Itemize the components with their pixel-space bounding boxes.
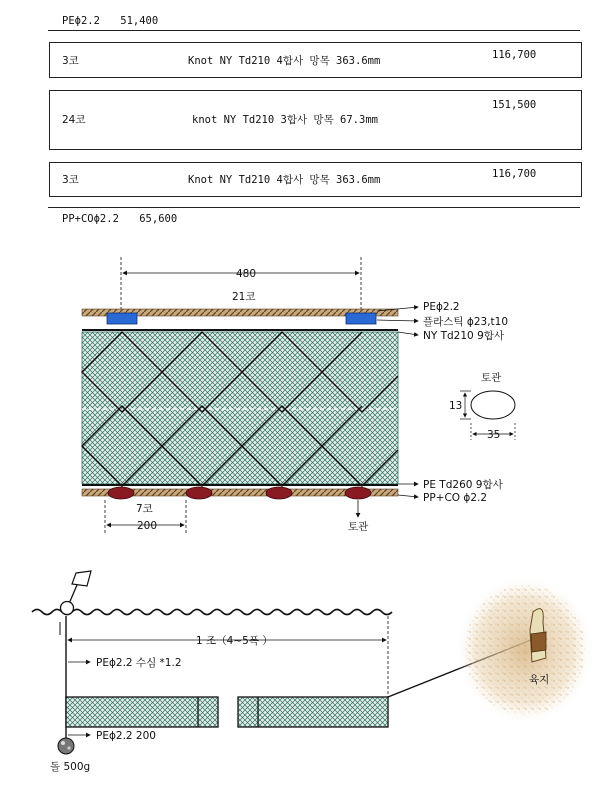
sinker-detail-title: 토관 [481, 372, 502, 384]
flag-buoy-icon [61, 571, 92, 615]
top-value: 51,400 [120, 15, 159, 27]
net-panel [66, 697, 218, 727]
top-count-label: 21코 [232, 291, 256, 303]
span-dimension [121, 257, 361, 313]
sinker-detail [449, 371, 515, 441]
row-count: 24코 [62, 114, 86, 126]
callout-top-rope: PEϕ2.2 [423, 301, 460, 313]
span-dim-label: 480 [236, 268, 257, 280]
bottom-dim-label: 200 [137, 520, 158, 532]
net-panel [238, 697, 388, 727]
float-line-label: PEϕ2.2 수심 *1.2 [96, 657, 182, 669]
top-spec: PEϕ2.2 [62, 15, 100, 27]
setup-length-label: 1 조（4~5폭 ） [196, 635, 273, 647]
row-desc: knot NY Td210 3합사 망목 67.3mm [192, 114, 378, 126]
stake-icon [530, 609, 546, 662]
stone-label: 돌 500g [50, 761, 91, 773]
water-surface [32, 610, 392, 615]
sinker-height: 13 [449, 400, 463, 412]
float [107, 313, 137, 324]
bottom-count-label: 7코 [136, 503, 153, 515]
row-desc: Knot NY Td210 4합사 망목 363.6mm [188, 55, 381, 67]
row-price: 116,700 [492, 168, 537, 180]
bottom-value: 65,600 [139, 213, 178, 225]
land-label: 육지 [529, 674, 550, 686]
row-price: 116,700 [492, 49, 537, 61]
net-mesh [82, 332, 398, 484]
stone-icon [58, 738, 74, 754]
row-count: 3코 [62, 55, 79, 67]
anchor-line-label: PEϕ2.2 200 [96, 730, 156, 742]
land-area [455, 575, 595, 725]
callout-bottom-rope: PP+CO ϕ2.2 [423, 492, 488, 504]
row-price: 151,500 [492, 99, 537, 111]
callout-bottom-mesh: PE Td260 9합사 [423, 479, 503, 491]
float [346, 313, 376, 324]
callout-mesh: NY Td210 9합사 [423, 330, 505, 342]
row-desc: Knot NY Td210 4합사 망목 363.6mm [188, 174, 381, 186]
sinker-width: 35 [487, 429, 501, 441]
row-count: 3코 [62, 174, 79, 186]
sinker-label: 토관 [348, 521, 369, 533]
callout-float: 플라스틱 ϕ23,t10 [423, 316, 509, 328]
bottom-spec: PP+COϕ2.2 [62, 213, 119, 225]
